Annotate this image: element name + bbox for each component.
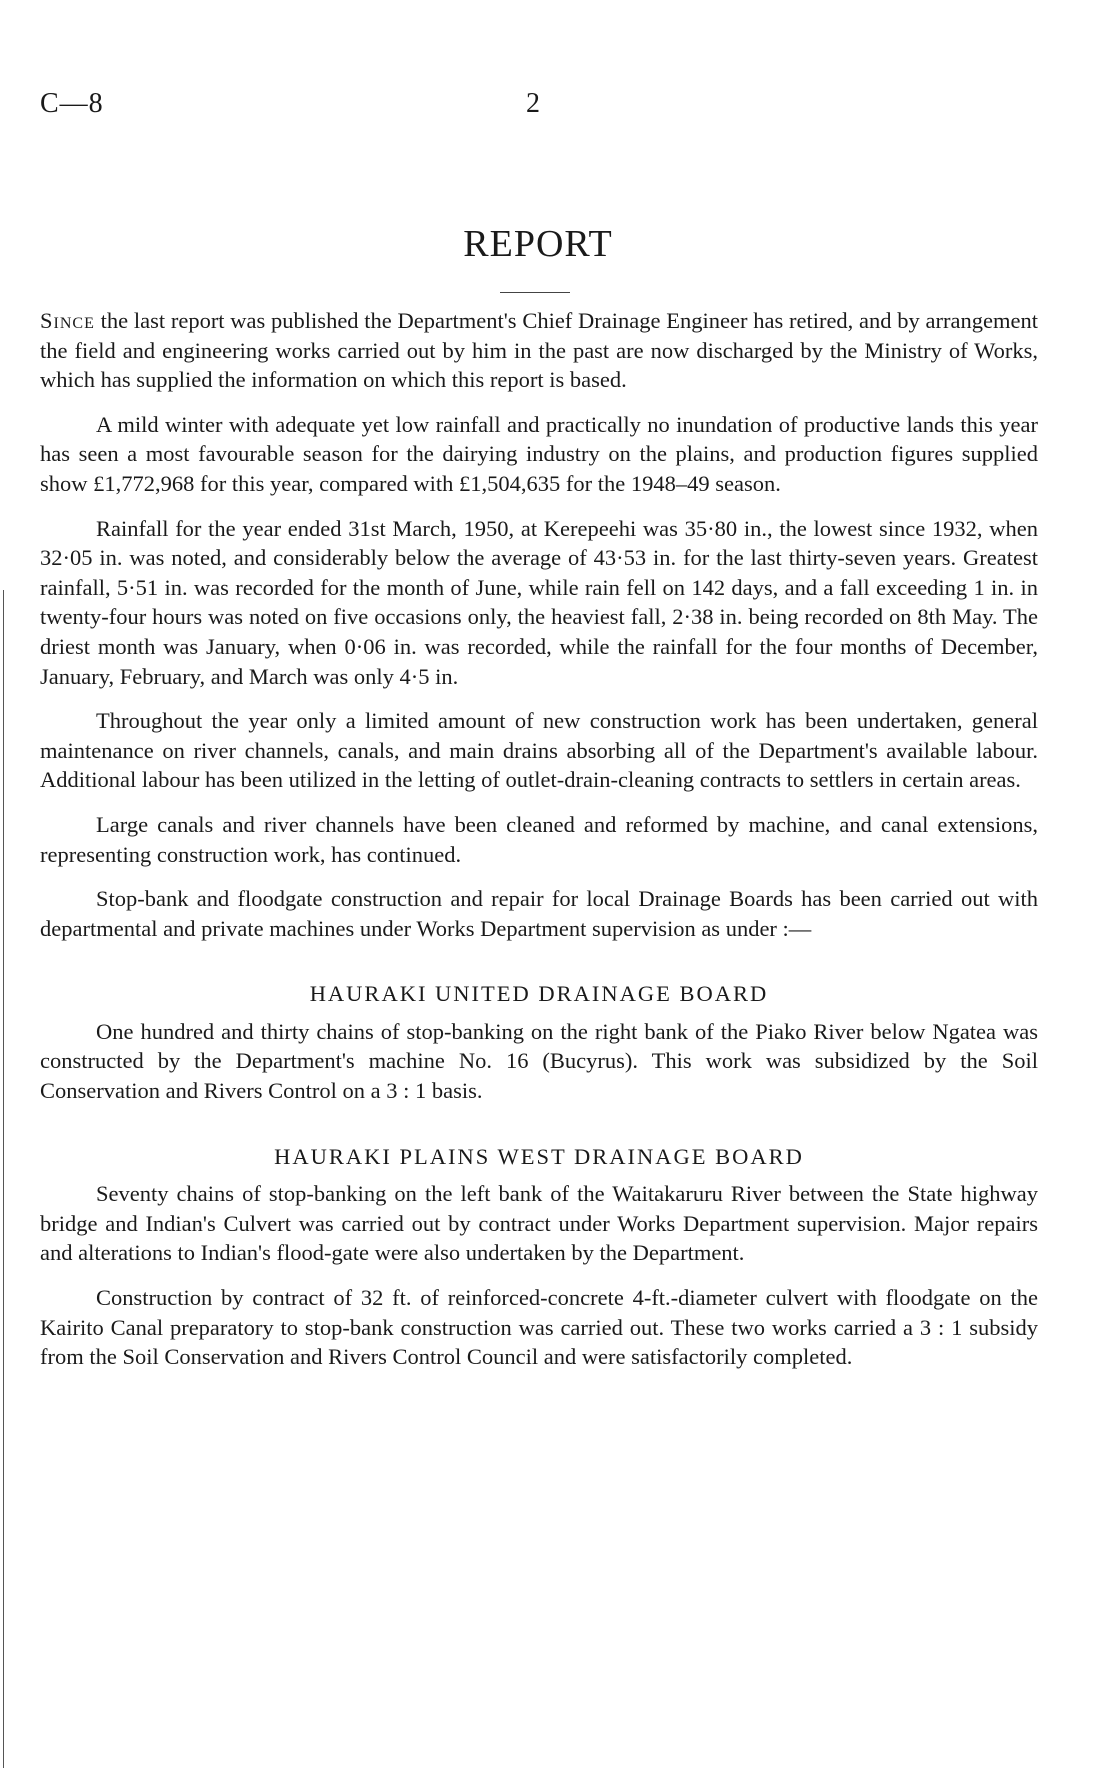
document-code: C—8 xyxy=(40,88,104,119)
paragraph-rainfall: Rainfall for the year ended 31st March, 1950, at Kerepeehi was 35·80 in., the lowest since 1932, when 32·05 in. was noted, and considerably below the average of 43·53 in. for the last thirty-seven years. Greatest rainfall, 5·51 in. was recorded for the month of June, while rain fell on 142 days, and a fall exceeding 1 in. in twenty-four hours was noted on five occasions only, the heaviest fall, 2·38 in. being recorded on 8th May. The driest month was January, when 0·06 in. was recorded, while the rainfall for the four months of December, January, February, and March was only 4·5 in. xyxy=(40,515,1038,689)
page-number: 2 xyxy=(526,88,540,119)
intro-text: the last report was published the Department's Chief Drainage Engineer has retired, and by arrangement the field and engineering works carried out by him in the past are now discharged by the Ministry of Works, which has supplied the information on which this report is based. xyxy=(40,308,1038,393)
paragraph-construction-work: Throughout the year only a limited amount of new construction work has been undertaken, general maintenance on river channels, canals, and main drains absorbing all of the Department's available labour. Additional labour has been utilized in the letting of outlet-drain-cleaning contracts to settlers in certain areas. xyxy=(40,708,1038,793)
page-edge-line xyxy=(3,590,4,1768)
section-heading-hauraki-united: HAURAKI UNITED DRAINAGE BOARD xyxy=(309,981,769,1007)
paragraph-stop-bank: Stop-bank and floodgate construction and repair for local Drainage Boards has been carried out with departmental and private machines under Works Department supervision as under :— xyxy=(40,886,1038,941)
section-paragraph: Construction by contract of 32 ft. of reinforced-concrete 4-ft.-diameter culvert with floodgate on the Kairito Canal preparatory to stop-bank construction was carried out. These two works carried a 3 : 1 subsidy from the Soil Conservation and Rivers Control Council and were satisfactorily completed. xyxy=(40,1285,1038,1370)
title-divider xyxy=(500,292,570,293)
paragraph-canals: Large canals and river channels have been cleaned and reformed by machine, and canal extensions, representing construction work, has continued. xyxy=(40,811,1038,867)
intro-lead-word: Since xyxy=(40,308,95,333)
section-paragraph: Seventy chains of stop-banking on the left bank of the Waitakaruru River between the State highway bridge and Indian's Culvert was carried out by contract under Works Department supervision. Major repairs and alterations to Indian's flood-gate were also undertaken by the Department. xyxy=(40,1181,1038,1266)
intro-paragraph xyxy=(40,306,1038,395)
paragraph-winter-season: A mild winter with adequate yet low rainfall and practically no inundation of productive lands this year has seen a most favourable season for the dairying industry on the plains, and production figures supplied show £1,772,968 for this year, compared with £1,504,635 for the 1948–49 season. xyxy=(40,411,1038,496)
report-body xyxy=(40,306,1038,1387)
report-title: REPORT xyxy=(463,223,613,265)
section-heading-hauraki-plains-west: HAURAKI PLAINS WEST DRAINAGE BOARD xyxy=(274,1143,804,1169)
section-paragraph: One hundred and thirty chains of stop-banking on the right bank of the Piako River below Ngatea was constructed by the Department's machine No. 16 (Bucyrus). This work was subsidized by the Soil Conservation and Rivers Control on a 3 : 1 basis. xyxy=(40,1018,1038,1104)
